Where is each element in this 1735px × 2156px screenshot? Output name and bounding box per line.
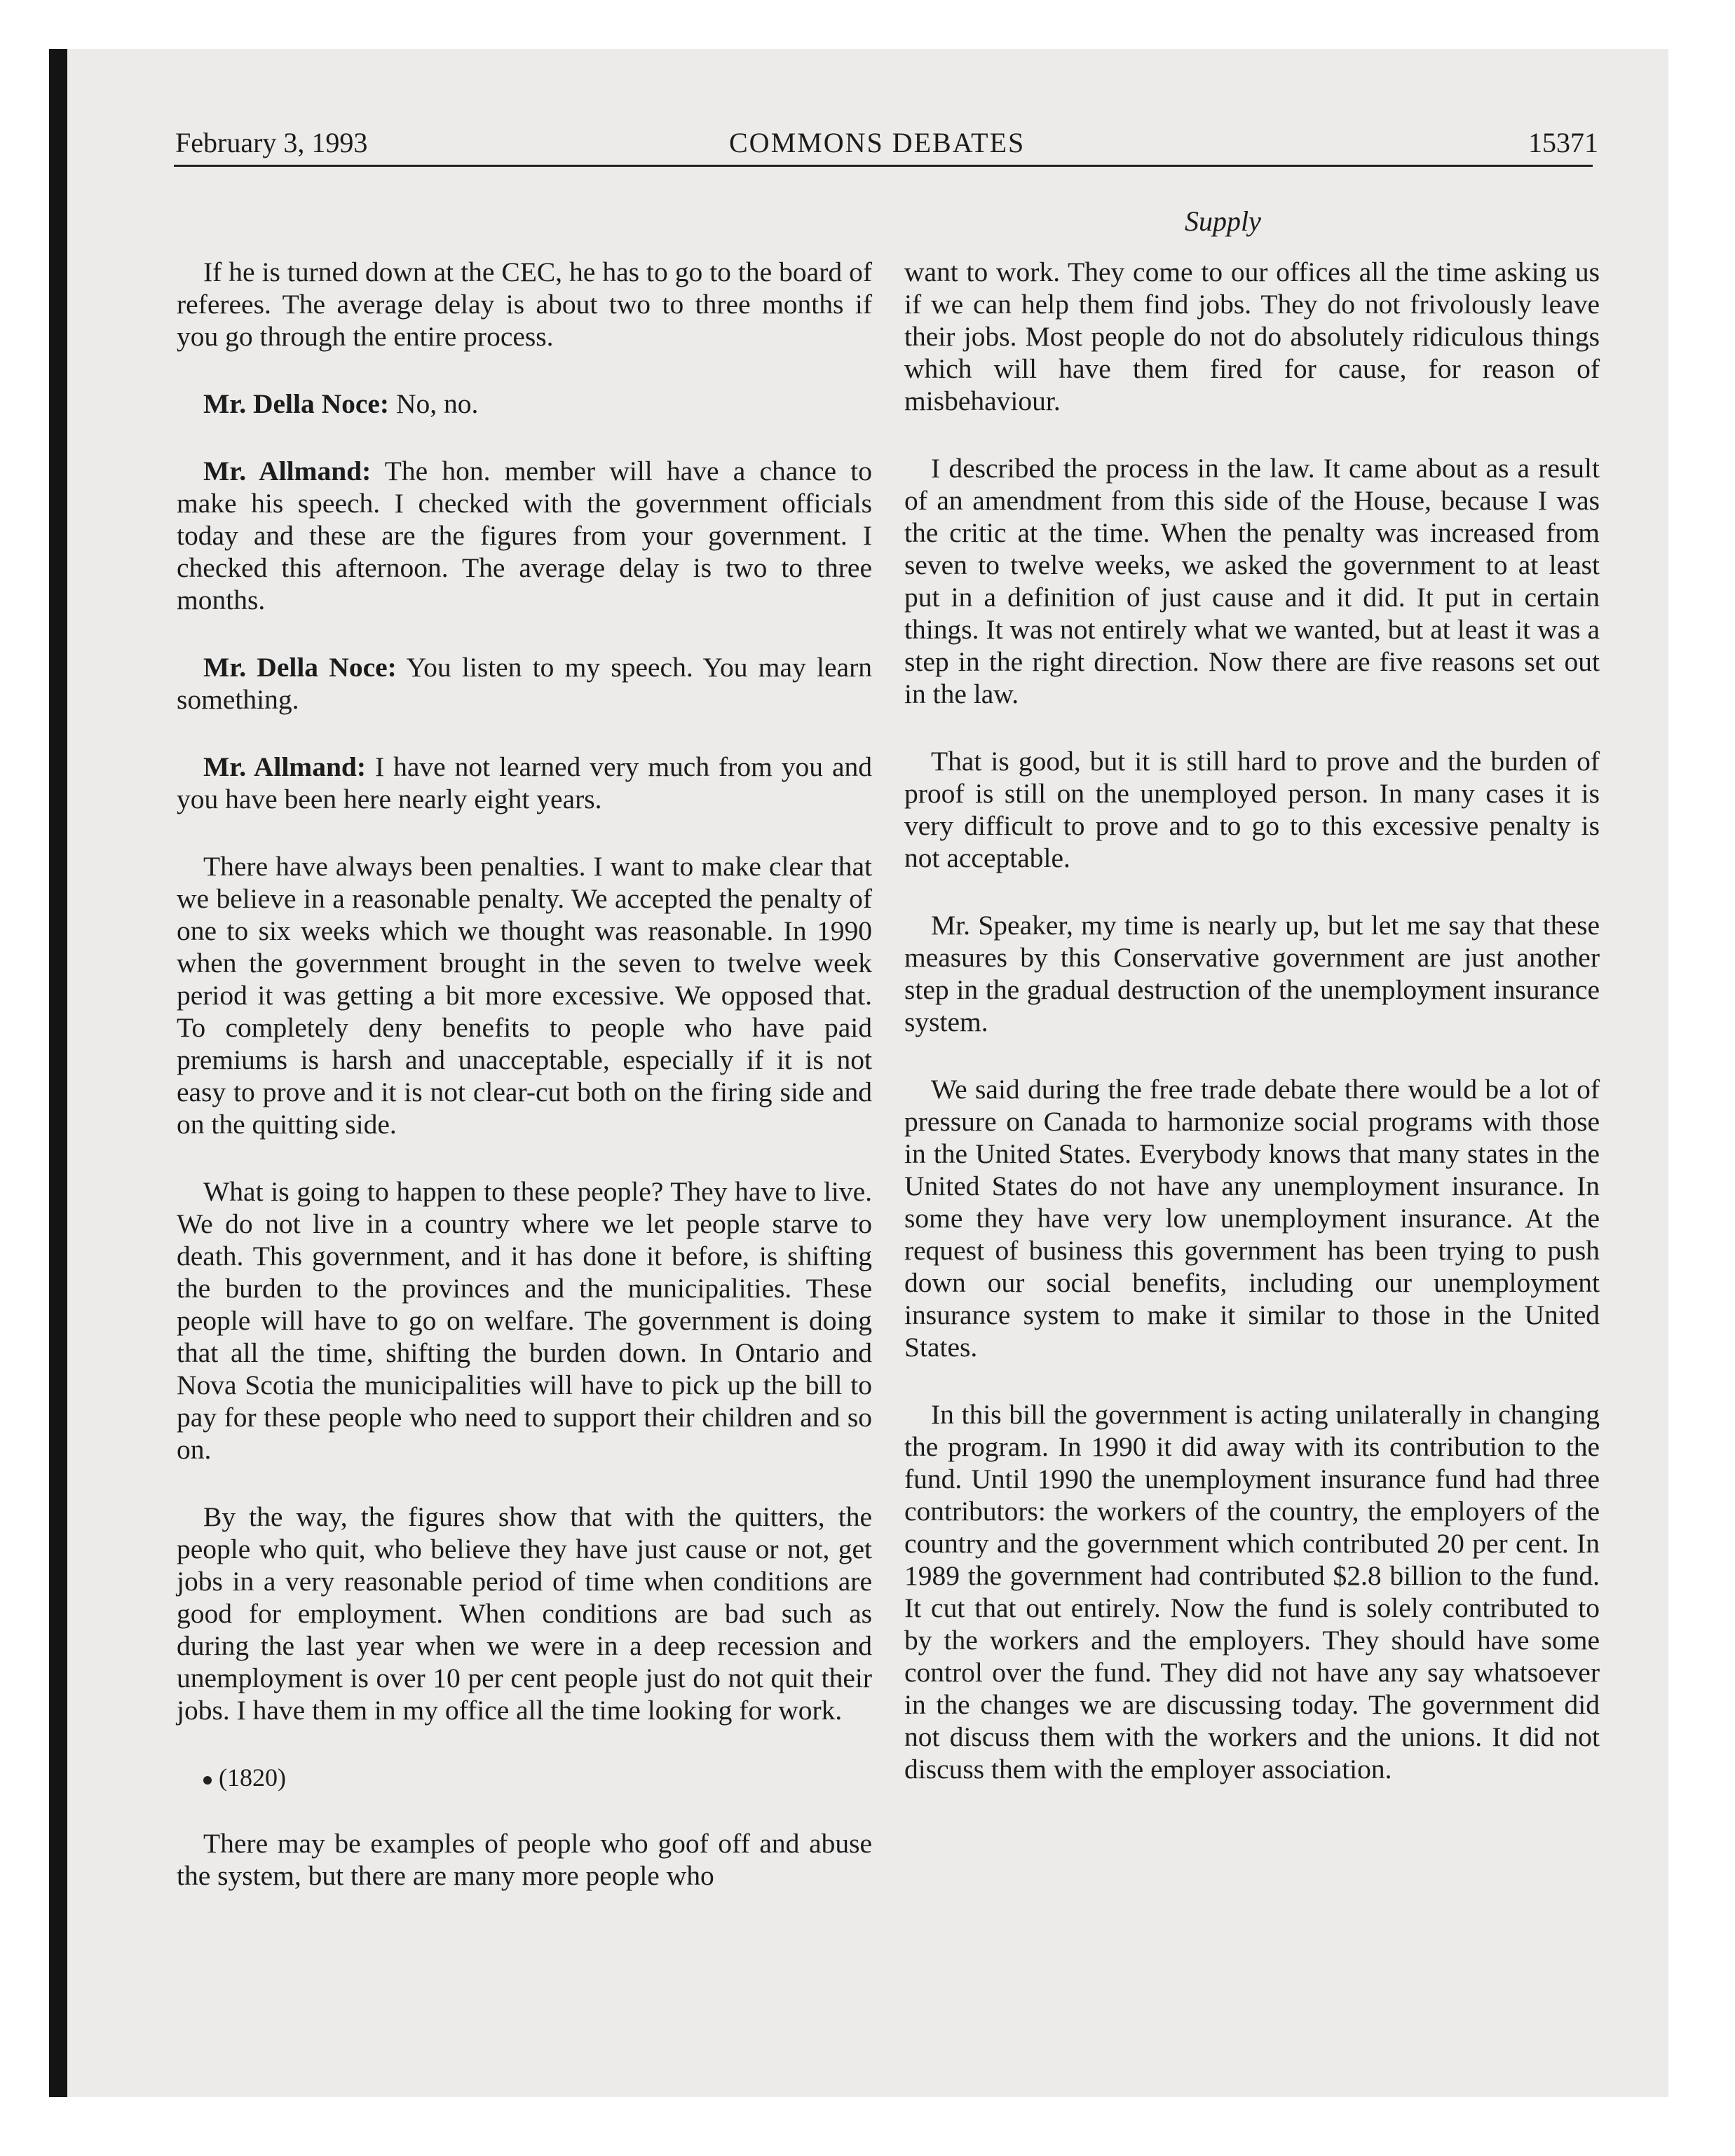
paragraph	[177, 1827, 872, 1892]
speaker-name: Mr. Della Noce:	[203, 652, 397, 683]
speaker-name: Mr. Allmand:	[203, 456, 372, 486]
paragraph	[177, 256, 872, 353]
paragraph-text: That is good, but it is still hard to prove and the burden of proof is still on the unemployed person. In many cases it is very difficult to prove and to go to this excessive penalty is not acceptable.	[904, 746, 1600, 873]
header-date: February 3, 1993	[175, 127, 368, 158]
paragraph-text: By the way, the figures show that with the quitters, the people who quit, who believe they have just cause or not, get jobs in a very reasonable period of time when conditions are good for employment. When conditions are bad such as during the last year when we were in a deep recession and unemployment is over 10 per cent people just do not quit their jobs. I have them in my office all the time looking for work.	[177, 1501, 872, 1726]
header-title: COMMONS DEBATES	[729, 127, 1026, 158]
paragraph	[177, 1175, 872, 1466]
time-marker	[177, 1761, 872, 1794]
paragraph-text: I have not learned very much from you and you have been here nearly eight years.	[177, 751, 872, 814]
right-column	[904, 256, 1600, 1820]
paragraph-text: want to work. They come to our offices all the time asking us if we can help them find jobs. They do not frivolously leave their jobs. Most people do not do absolutely ridiculous things which will have them fired for cause, for reason of misbehaviour.	[904, 257, 1600, 416]
binding-edge	[49, 49, 67, 2097]
paragraph	[904, 1073, 1600, 1363]
time-marker-text: (1820)	[219, 1763, 286, 1792]
paragraph-text: In this bill the government is acting unilaterally in changing the program. In 1990 it did away with its contribution to the fund. Until 1990 the unemployment insurance fund had three contributors: the workers of the country, the employers of the country and the government which contributed 20 per cent. In 1989 the government had contributed $2.8 billion to the fund. It cut that out entirely. Now the fund is solely contributed to by the workers and the employers. They should have some control over the fund. They did not have any say whatsoever in the changes we are discussing today. The government did not discuss them with the workers and the unions. It did not discuss them with the employer association.	[904, 1399, 1600, 1785]
paragraph	[904, 909, 1600, 1038]
paragraph-text: There may be examples of people who goof off and abuse the system, but there are many more people who	[177, 1828, 872, 1891]
section-heading: Supply	[1185, 205, 1261, 237]
paragraph-text: Mr. Speaker, my time is nearly up, but let me say that these measures by this Conservative government are just another step in the gradual destruction of the unemployment insurance system.	[904, 910, 1600, 1037]
bullet-icon	[203, 1776, 212, 1785]
paragraph	[177, 455, 872, 616]
paragraph	[177, 388, 872, 420]
paragraph	[904, 256, 1600, 417]
header-rule	[174, 165, 1593, 167]
paragraph	[177, 751, 872, 815]
paragraph	[177, 1501, 872, 1726]
paragraph-text: If he is turned down at the CEC, he has to go to the board of referees. The average delay is about two to three months if you go through the entire process.	[177, 257, 872, 352]
paragraph-text: You listen to my speech. You may learn something.	[177, 652, 872, 715]
paragraph	[904, 745, 1600, 874]
paragraph	[904, 1398, 1600, 1785]
paragraph	[904, 452, 1600, 710]
paragraph	[177, 651, 872, 716]
speaker-name: Mr. Allmand:	[203, 751, 367, 782]
paragraph-text: I described the process in the law. It came about as a result of an amendment from this side of the House, because I was the critic at the time. When the penalty was increased from seven to twelve weeks, we asked the government to at least put in a definition of just cause and it did. It put in certain things. It was not entirely what we wanted, but at least it was a step in the right direction. Now there are five reasons set out in the law.	[904, 453, 1600, 709]
paragraph-text: We said during the free trade debate there would be a lot of pressure on Canada to harmonize social programs with those in the United States. Everybody knows that many states in the United States do not have any unemployment insurance. In some they have very low unemployment insurance. At the request of business this government has been trying to push down our social benefits, including our unemployment insurance system to make it similar to those in the United States.	[904, 1074, 1600, 1363]
speaker-name: Mr. Della Noce:	[203, 388, 390, 419]
paragraph-text: No, no.	[389, 388, 479, 419]
left-column	[177, 256, 872, 1927]
paragraph	[177, 850, 872, 1140]
paragraph-text: There have always been penalties. I want to make clear that we believe in a reasonable penalty. We accepted the penalty of one to six weeks which we thought was reasonable. In 1990 when the government brought in the seven to twelve week period it was getting a bit more excessive. We opposed that. To completely deny benefits to people who have paid premiums is harsh and unacceptable, especially if it is not easy to prove and it is not clear-cut both on the firing side and on the quitting side.	[177, 851, 872, 1140]
paragraph-text: What is going to happen to these people? They have to live. We do not live in a country where we let people starve to death. This government, and it has done it before, is shifting the burden to the provinces and the municipalities. These people will have to go on welfare. The government is doing that all the time, shifting the burden down. In Ontario and Nova Scotia the municipalities will have to pick up the bill to pay for these people who need to support their children and so on.	[177, 1176, 872, 1465]
paragraph-text: The hon. member will have a chance to make his speech. I checked with the government officials today and these are the figures from your government. I checked this afternoon. The average delay is two to three months.	[177, 456, 872, 615]
